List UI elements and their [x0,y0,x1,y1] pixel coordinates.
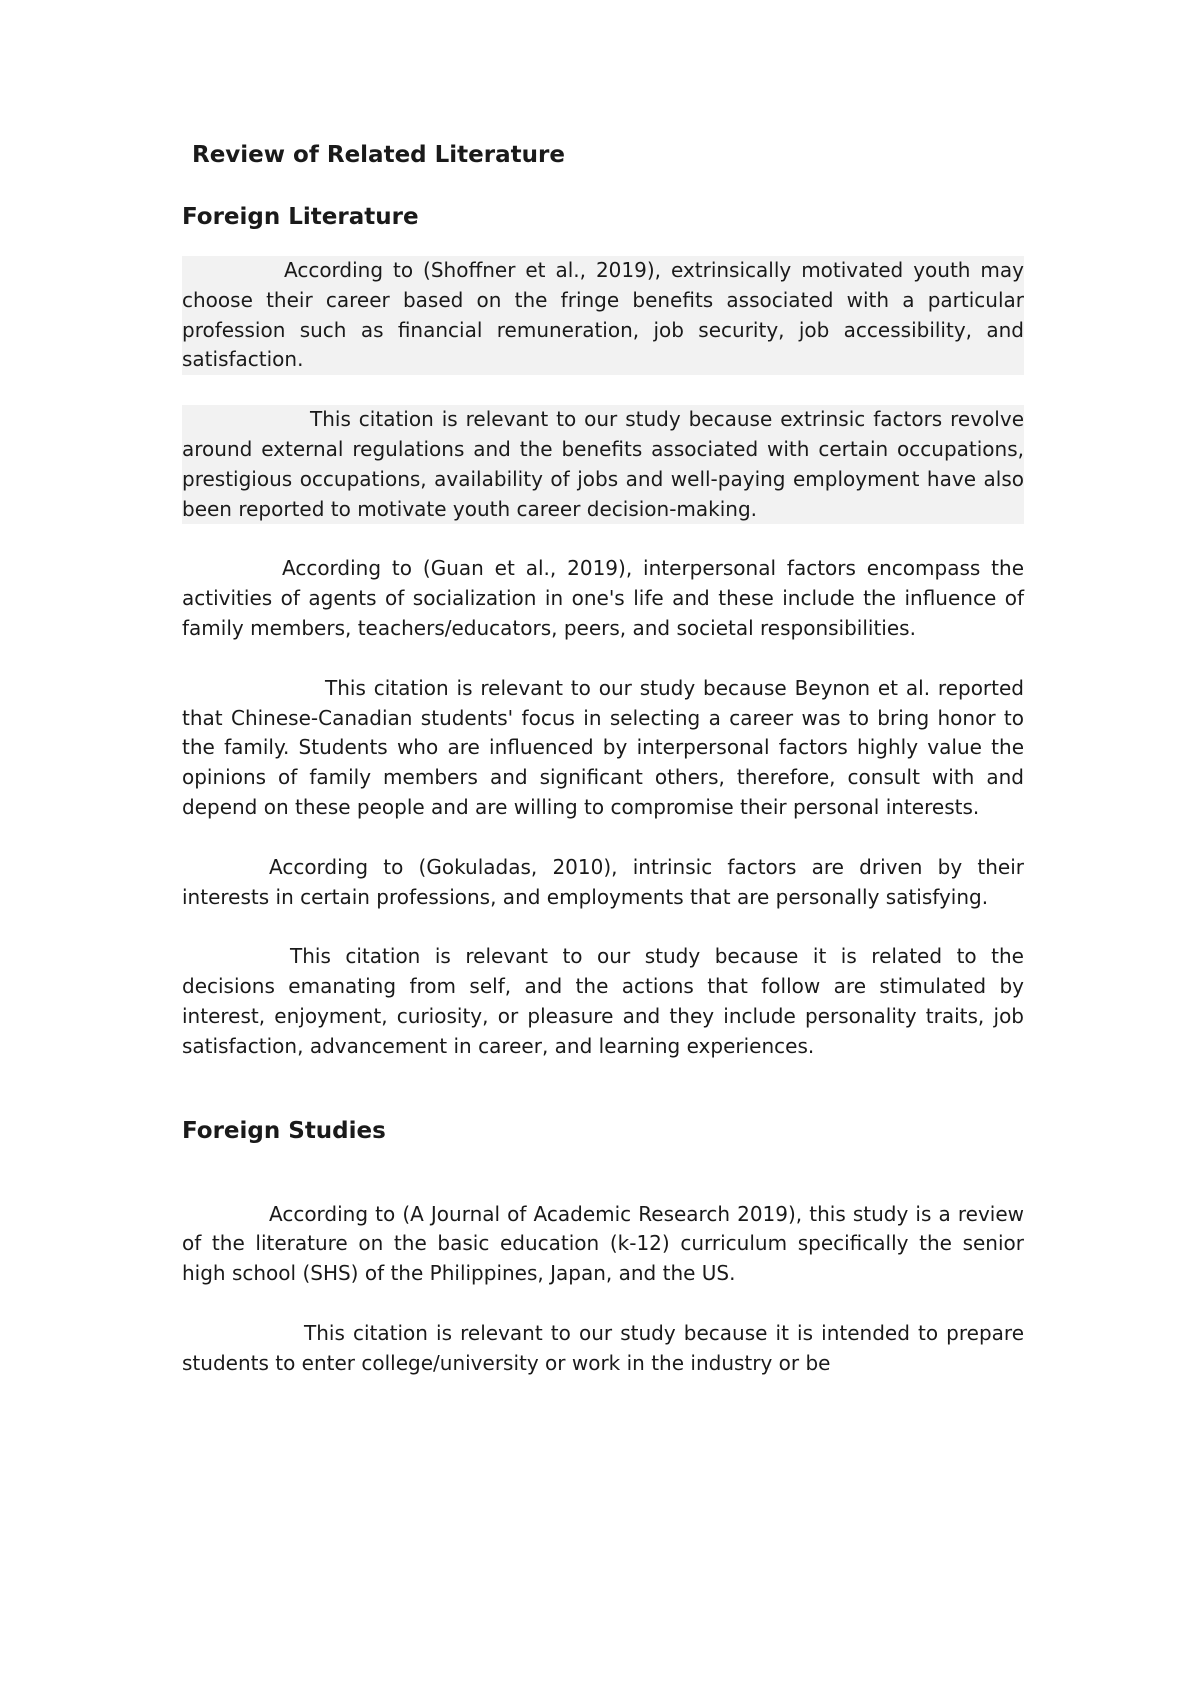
section-foreign-studies [182,1116,1024,1379]
paragraph-gokuladas-citation: According to (Gokuladas, 2010), intrinsic factors are driven by their interests in certain professions, and employments that are personally satisfying. [182,854,1024,909]
paragraph-intrinsic-relevance: This citation is relevant to our study because it is related to the decisions emanating from self, and the actions that follow are stimulated by interest, enjoyment, curiosity, or pleasure and they include personality traits, job satisfaction, advancement in career, and learning experiences. [182,944,1024,1058]
section-foreign-literature [182,202,1024,1062]
paragraph-journal-citation: According to (A Journal of Academic Research 2019), this study is a review of the literature on the basic education (k-12) curriculum specifically the senior high school (SHS) of the Philippines, Japan, and the US. [182,1201,1024,1286]
paragraph-shoffner-citation: According to (Shoffner et al., 2019), extrinsically motivated youth may choose their career based on the fringe benefits associated with a particular profession such as financial remuneration, job security, job accessibility, and satisfaction. [182,256,1024,375]
document-page [182,140,1024,1409]
paragraph-k12-relevance: This citation is relevant to our study because it is intended to prepare students to enter college/university or work in the industry or be [182,1320,1024,1375]
paragraph-interpersonal-relevance: This citation is relevant to our study because Beynon et al. reported that Chinese-Canadian students' focus in selecting a career was to bring honor to the family. Students who are influenced by interpersonal factors highly value the opinions of family members and significant others, therefore, consult with and depend on these people and are willing to compromise their personal interests. [182,675,1024,819]
paragraph-extrinsic-relevance: This citation is relevant to our study because extrinsic factors revolve around external regulations and the benefits associated with certain occupations, prestigious occupations, availability of jobs and well-paying employment have also been reported to motivate youth career decision-making. [182,405,1024,524]
paragraph-guan-citation: According to (Guan et al., 2019), interpersonal factors encompass the activities of agents of socialization in one's life and these include the influence of family members, teachers/educators, peers, and societal responsibilities. [182,556,1024,640]
section-heading-foreign-literature: Foreign Literature [182,204,419,230]
section-heading-foreign-studies: Foreign Studies [182,1117,386,1144]
document-title: Review of Related Literature [192,142,565,168]
